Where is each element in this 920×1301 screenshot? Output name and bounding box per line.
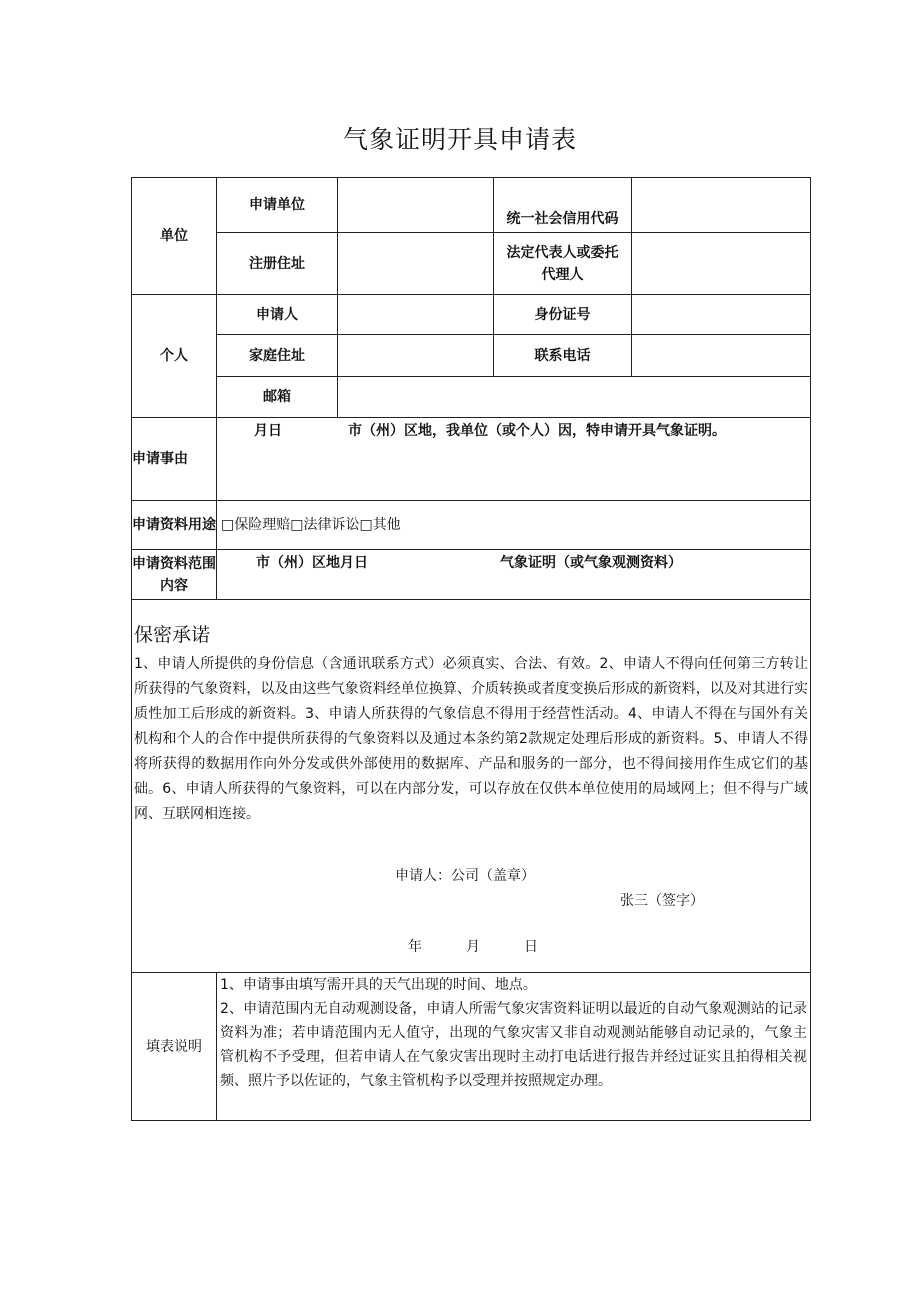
credit-code-field[interactable] <box>632 178 811 233</box>
applicant-field[interactable] <box>338 295 494 335</box>
unit-section-label: 单位 <box>132 178 217 295</box>
legal-rep-field[interactable] <box>632 233 811 295</box>
usage-options[interactable]: □保险理赔□法律诉讼□其他 <box>217 501 811 550</box>
person-section-label: 个人 <box>132 295 217 418</box>
notes-line-1: 1、申请事由填写需开具的天气出现的时间、地点。 <box>220 977 537 993</box>
id-number-field[interactable] <box>632 295 811 335</box>
reason-label: 申请事由 <box>132 418 217 501</box>
range-content-text: 气象证明（或气象观测资料） <box>500 555 682 571</box>
date-month: 月 <box>466 939 480 955</box>
apply-unit-field[interactable] <box>338 178 494 233</box>
applicant-label: 申请人 <box>217 295 338 335</box>
reason-date-text: 月日 <box>254 423 282 439</box>
home-address-label: 家庭住址 <box>217 335 338 377</box>
credit-code-label: 统一社会信用代码 <box>494 178 632 233</box>
phone-field[interactable] <box>632 335 811 377</box>
reason-text: 市（州）区地，我单位（或个人）因，特申请开具气象证明。 <box>348 423 726 439</box>
reg-address-label: 注册住址 <box>217 233 338 295</box>
company-signature: 申请人：公司（盖章） <box>395 868 535 884</box>
secrecy-section <box>132 600 811 973</box>
notes-line-2: 2、申请范围内无自动观测设备，申请人所需气象灾害资料证明以最近的自动气象观测站的记录资料为准；若申请范围内无人值守，出现的气象灾害又非自动观测站能够自动记录的，气象主管机构不予受理，但若申请人在气象灾害出现时主动打电话进行报告并经过证实且拍得相关视频、照片予以佐证的，气象主管机构予以受理并按照规定办理。 <box>220 1001 807 1089</box>
page-title: 气象证明开具申请表 <box>342 125 577 154</box>
secrecy-heading: 保密承诺 <box>134 624 211 646</box>
person-signature: 张三（签字） <box>620 893 704 909</box>
date-year: 年 <box>408 939 422 955</box>
range-field[interactable] <box>217 550 811 600</box>
apply-unit-label: 申请单位 <box>217 178 338 233</box>
id-number-label: 身份证号 <box>494 295 632 335</box>
application-form <box>131 177 811 1121</box>
reg-address-field[interactable] <box>338 233 494 295</box>
email-field[interactable] <box>338 377 811 418</box>
range-place-text: 市（州）区地月日 <box>256 555 368 571</box>
legal-rep-label: 法定代表人或委托代理人 <box>494 233 632 295</box>
notes-label: 填表说明 <box>132 973 217 1121</box>
home-address-field[interactable] <box>338 335 494 377</box>
reason-field[interactable] <box>217 418 811 501</box>
date-day: 日 <box>524 939 538 955</box>
email-label: 邮箱 <box>217 377 338 418</box>
signature-date <box>132 936 810 958</box>
usage-label: 申请资料用途 <box>132 501 217 550</box>
phone-label: 联系电话 <box>494 335 632 377</box>
range-label: 申请资料范围内容 <box>132 550 217 600</box>
notes-section <box>217 973 811 1121</box>
secrecy-body: 1、申请人所提供的身份信息（含通讯联系方式）必须真实、合法、有效。2、申请人不得向任何第三方转让所获得的气象资料，以及由这些气象资料经单位换算、介质转换或者度变换后形成的新资料，以及对其进行实质性加工后形成的新资料。3、申请人所获得的气象信息不得用于经营性活动。4、申请人不得在与国外有关机构和个人的合作中提供所获得的气象资料以及通过本条约第2款规定处理后形成的新资料。5、申请人不得将所获得的数据用作向外分发或供外部使用的数据库、产品和服务的一部分，也不得间接用作生成它们的基础。6、申请人所获得的气象资料，可以在内部分发，可以存放在仅供本单位使用的局域网上；但不得与广域网、互联网相连接。 <box>134 656 808 822</box>
